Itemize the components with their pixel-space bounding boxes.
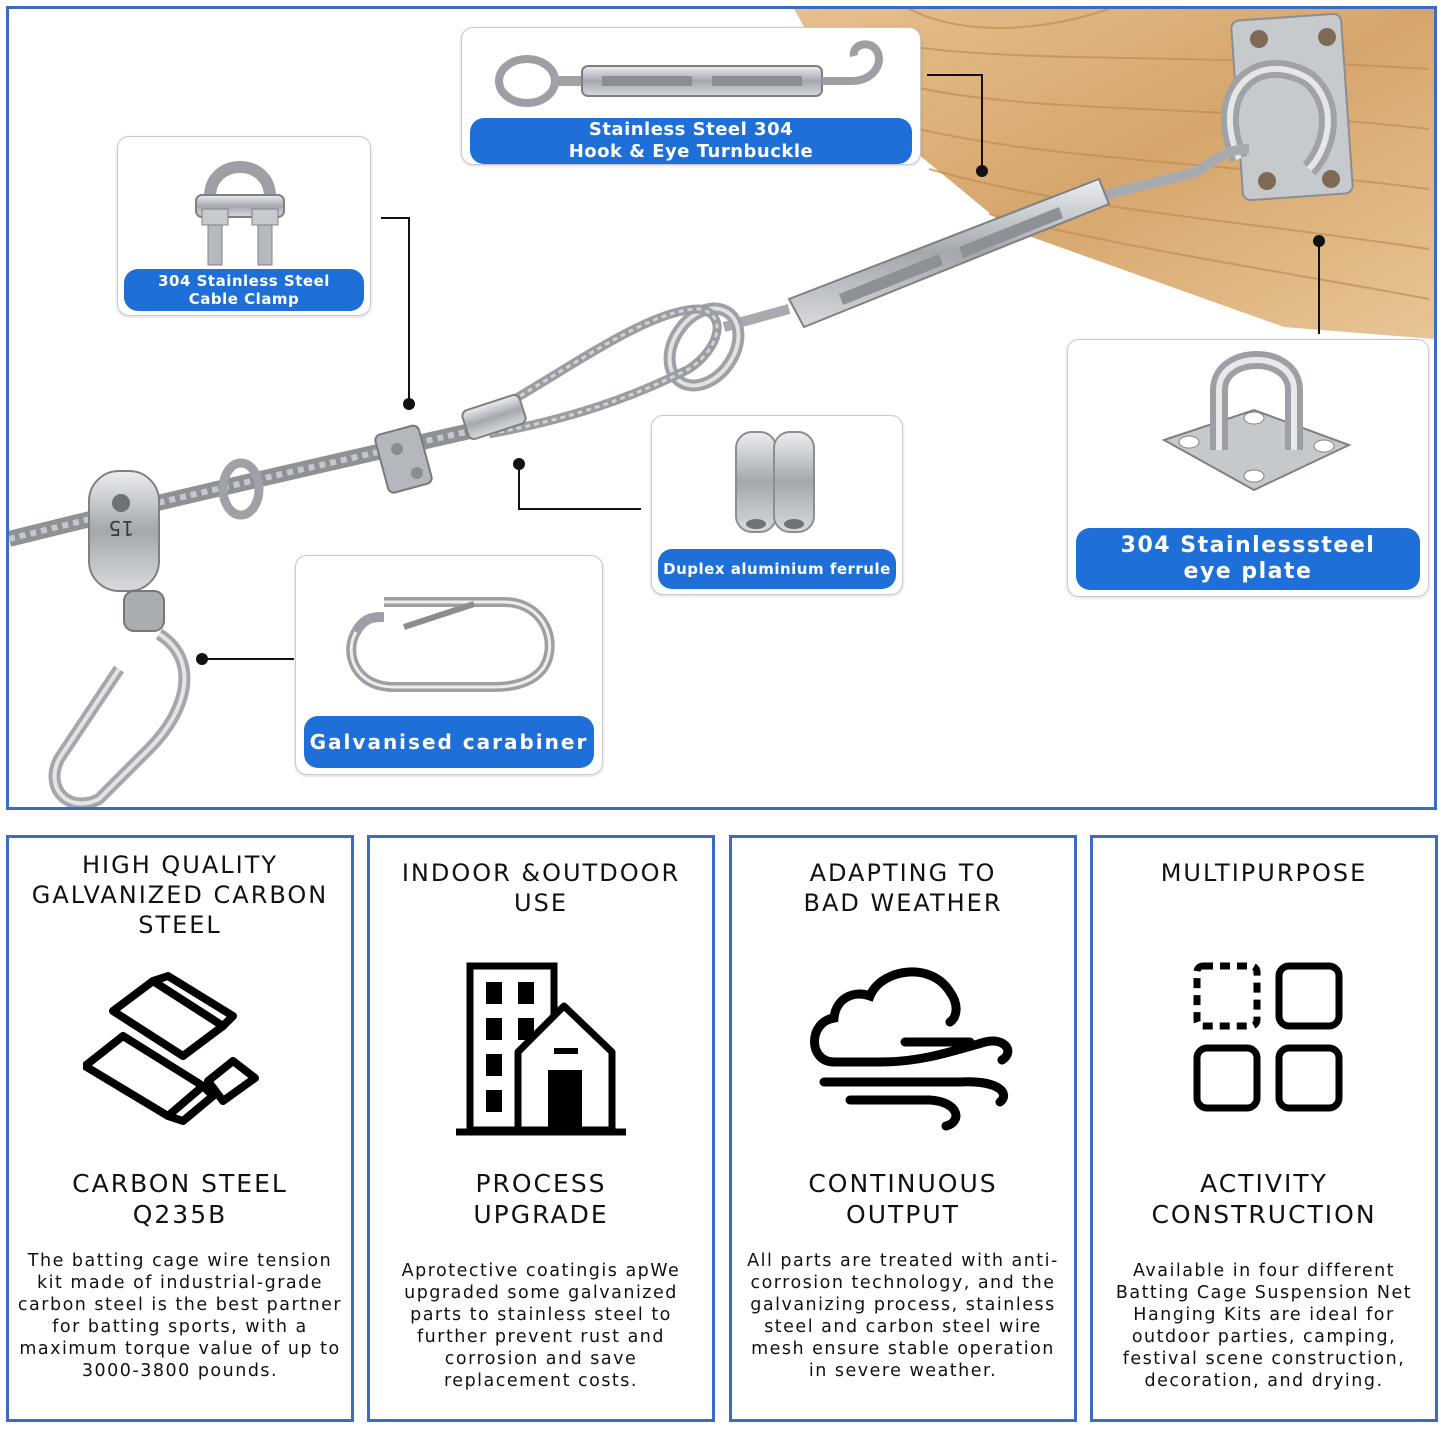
cloud-wind-icon <box>810 962 1030 1132</box>
feature-title: INDOOR &OUTDOOR USE <box>401 859 681 917</box>
feature-card-multipurpose <box>1090 835 1438 1422</box>
eye-plate-icon <box>1134 350 1364 500</box>
turnbuckle-callout <box>461 27 921 165</box>
feature-subtitle: CONTINUOUS OUTPUT <box>808 1169 998 1229</box>
steel-bars-icon <box>83 956 283 1136</box>
feature-card-weather <box>729 835 1077 1422</box>
feature-description: The batting cage wire tension kit made of industrial-grade carbon steel is the best partner for batting sports, with a maximum torque value of up to 3000-3800 pounds. <box>17 1251 343 1381</box>
pulley-marking: 15 <box>108 516 134 540</box>
ferrule-icon <box>732 428 822 538</box>
feature-subtitle: ACTIVITY CONSTRUCTION <box>1151 1169 1377 1229</box>
mounted-eye-plate <box>1230 13 1353 200</box>
carabiner-icon <box>344 582 564 702</box>
eye-plate-label: 304 Stainlesssteel eye plate <box>1076 528 1420 590</box>
product-diagram-panel <box>6 6 1437 810</box>
cable-clamp-label: 304 Stainless Steel Cable Clamp <box>124 269 364 311</box>
carabiner-label: Galvanised carabiner <box>304 716 594 768</box>
eye-plate-callout <box>1067 339 1429 597</box>
feature-subtitle: PROCESS UPGRADE <box>473 1169 609 1229</box>
grid-squares-icon <box>1189 958 1359 1128</box>
ferrule-label: Duplex aluminium ferrule <box>658 549 896 589</box>
feature-title: ADAPTING TO BAD WEATHER <box>803 859 1003 917</box>
cable-clamp-callout <box>117 136 371 316</box>
carabiner-callout <box>295 555 603 775</box>
feature-description: All parts are treated with anti-corrosion technology, and the galvanizing process, stainless steel and carbon steel wire mesh ensure stable operation in severe weather. <box>747 1251 1059 1381</box>
feature-title: MULTIPURPOSE <box>1160 859 1368 887</box>
building-house-icon <box>456 962 656 1142</box>
feature-card-indoor-outdoor <box>367 835 715 1422</box>
turnbuckle-icon <box>482 36 902 116</box>
feature-description: Aprotective coatingis apWe upgraded some galvanized parts to stainless steel to further prevent rust and corrosion and save replacement costs. <box>401 1261 681 1391</box>
feature-title: HIGH QUALITY GALVANIZED CARBON STEEL <box>31 851 329 939</box>
feature-card-steel <box>6 835 354 1422</box>
feature-description: Available in four different Batting Cage Suspension Net Hanging Kits are ideal for outdoor parties, camping, festival scene construction, decoration, and drying. <box>1115 1261 1413 1391</box>
ferrule-callout <box>651 415 903 595</box>
cable-clamp-icon <box>190 147 290 267</box>
feature-subtitle: CARBON STEEL Q235B <box>72 1169 288 1229</box>
turnbuckle-label: Stainless Steel 304 Hook & Eye Turnbuckle <box>470 118 912 164</box>
